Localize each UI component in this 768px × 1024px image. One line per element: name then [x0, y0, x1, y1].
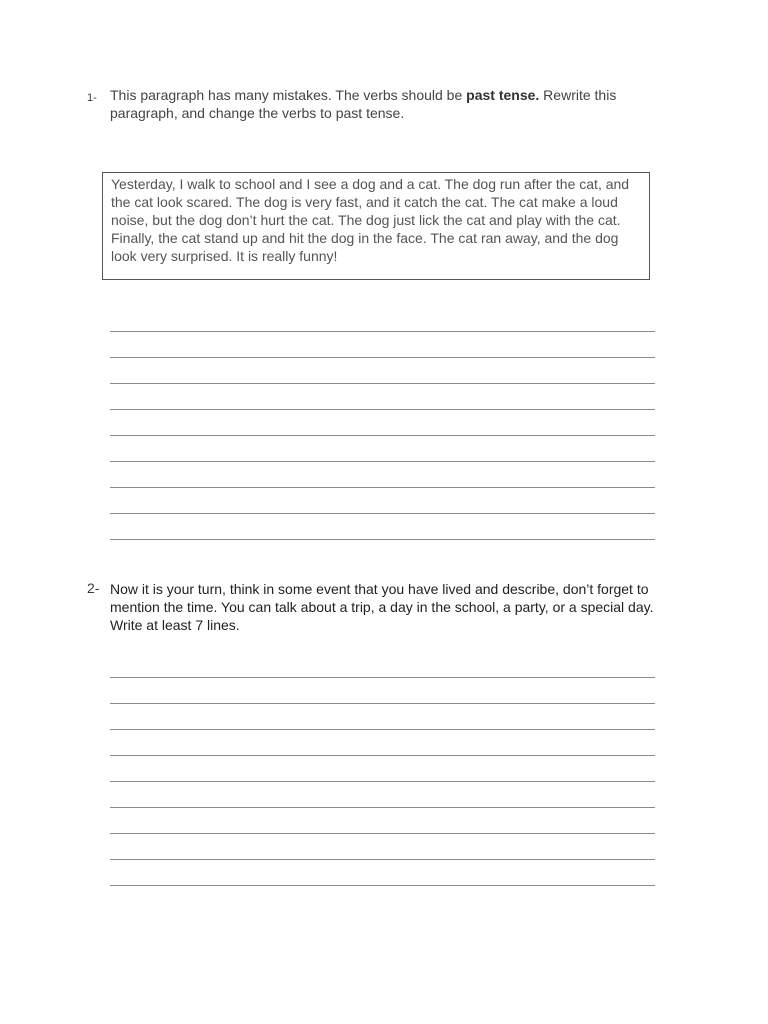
- question-1-text-before: This paragraph has many mistakes. The verbs should be: [110, 87, 467, 103]
- answer-writing-line[interactable]: [110, 410, 655, 436]
- answer-writing-line[interactable]: [110, 358, 655, 384]
- answer-writing-line[interactable]: [110, 704, 655, 730]
- answer-writing-line[interactable]: [110, 782, 655, 808]
- answer-writing-line[interactable]: [110, 678, 655, 704]
- answer-writing-line[interactable]: [110, 462, 655, 488]
- answer-writing-line[interactable]: [110, 384, 655, 410]
- answer-writing-line[interactable]: [110, 436, 655, 462]
- question-1-answer-lines: [110, 306, 655, 540]
- answer-writing-line[interactable]: [110, 306, 655, 332]
- mistake-paragraph-text: Yesterday, I walk to school and I see a dog and a cat. The dog run after the cat, and the cat look scared. The dog is very fast, and it catch the cat. The cat make a loud noise, but the dog don’t hurt the cat. The dog just lick the cat and play with the cat. Finally, the cat stand up and hit the dog in the face. The cat ran away, and the dog look very surprised. It is really funny!: [111, 176, 630, 264]
- answer-writing-line[interactable]: [110, 834, 655, 860]
- question-1-emphasis: past tense.: [466, 87, 540, 103]
- answer-writing-line[interactable]: [110, 488, 655, 514]
- answer-writing-line[interactable]: [110, 514, 655, 540]
- question-2-number: 2-: [87, 580, 100, 596]
- question-1-number: 1-: [87, 92, 97, 104]
- question-2-answer-lines: [110, 652, 655, 886]
- answer-writing-line[interactable]: [110, 756, 655, 782]
- question-1-instructions: [110, 86, 660, 122]
- answer-writing-line[interactable]: [110, 860, 655, 886]
- question-2-instructions: Now it is your turn, think in some event that you have lived and describe, don’t forget to mention the time. You can talk about a trip, a day in the school, a party, or a special day. Write at least 7 lines.: [110, 581, 654, 633]
- answer-writing-line[interactable]: [110, 730, 655, 756]
- answer-writing-line[interactable]: [110, 652, 655, 678]
- mistake-paragraph-box: [102, 172, 650, 280]
- answer-writing-line[interactable]: [110, 808, 655, 834]
- question-1-text-after: Rewrite this paragraph, and change the verbs to past tense.: [110, 87, 617, 121]
- answer-writing-line[interactable]: [110, 332, 655, 358]
